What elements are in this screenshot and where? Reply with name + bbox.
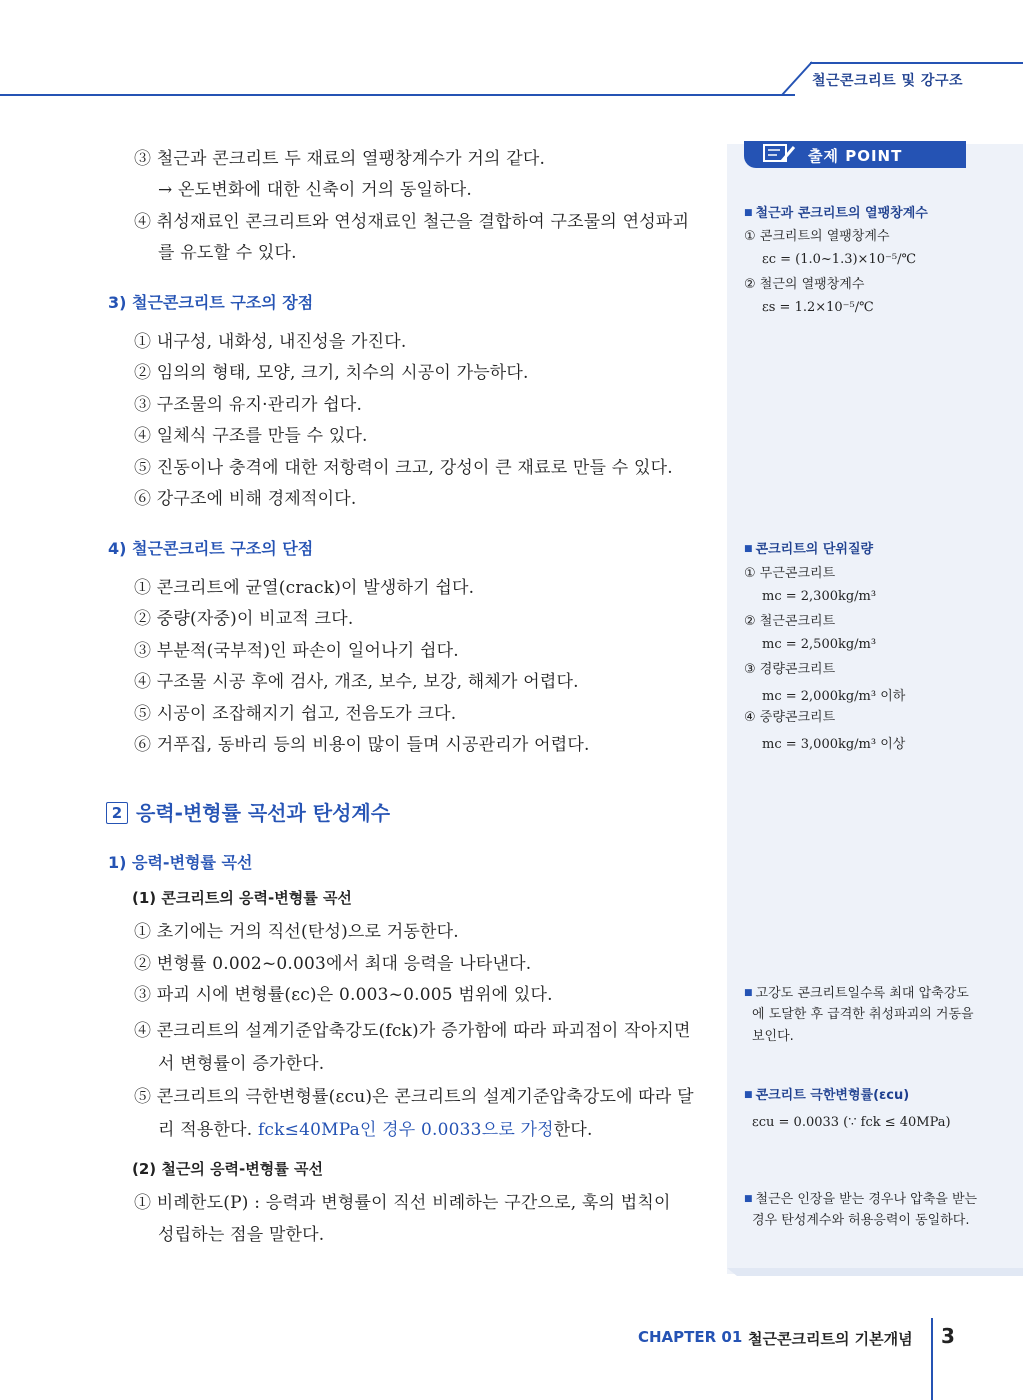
text-line: 를 유도할 수 있다. xyxy=(158,243,297,263)
section-heading-stress-strain: 1) 응력-변형률 곡선 xyxy=(108,853,253,872)
text-line: ③ 부분적(국부적)인 파손이 일어나기 쉽다. xyxy=(134,641,459,661)
side-note-text: ③ 경량콘크리트 xyxy=(744,662,836,677)
text-line: → 온도변화에 대한 신축이 거의 동일하다. xyxy=(158,180,473,200)
text-line: ② 중량(자중)이 비교적 크다. xyxy=(134,609,354,629)
text-line: 서 변형률이 증가한다. xyxy=(158,1054,325,1074)
sidebar-fold xyxy=(727,1268,1023,1276)
side-note-text: 경우 탄성계수와 허용응력이 동일하다. xyxy=(752,1213,970,1228)
footer-chapter-title: 철근콘크리트의 기본개념 xyxy=(748,1330,913,1348)
text-line: ② 임의의 형태, 모양, 크기, 치수의 시공이 가능하다. xyxy=(134,363,529,383)
side-note-text: ① 무근콘크리트 xyxy=(744,566,836,581)
side-formula: mc = 2,500kg/m³ xyxy=(762,637,877,652)
text-line: ③ 파괴 시에 변형률(εc)은 0.003~0.005 범위에 있다. xyxy=(134,985,553,1005)
side-formula: εc = (1.0~1.3)×10⁻⁵/℃ xyxy=(762,252,916,267)
text-line: ⑤ 시공이 조잡해지기 쉽고, 전음도가 크다. xyxy=(134,704,457,724)
side-formula: mc = 3,000kg/m³ 이상 xyxy=(762,737,906,752)
section-number-box: 2 xyxy=(106,802,128,824)
side-note-high-strength: ■ 고강도 콘크리트일수록 최대 압축강도 xyxy=(744,986,969,1001)
side-note-text: 에 도달한 후 급격한 취성파괴의 거동을 xyxy=(752,1007,974,1022)
side-note-text: 보인다. xyxy=(752,1029,794,1044)
section-heading-advantages: 3) 철근콘크리트 구조의 장점 xyxy=(108,293,314,312)
side-note-unit-mass-title: ■ 콘크리트의 단위질량 xyxy=(744,542,874,557)
text-line: ④ 일체식 구조를 만들 수 있다. xyxy=(134,426,368,446)
text-line: ② 변형률 0.002~0.003에서 최대 응력을 나타낸다. xyxy=(134,954,532,974)
side-note-ultimate-strain-title: ■ 콘크리트 극한변형률(εcu) xyxy=(744,1088,910,1103)
text-line: ⑥ 강구조에 비해 경제적이다. xyxy=(134,489,357,509)
exam-point-label: 출제 POINT xyxy=(808,147,903,165)
text-line: ④ 구조물 시공 후에 검사, 개조, 보수, 보강, 해체가 어렵다. xyxy=(134,672,579,692)
chapter-section-title: 2 응력-변형률 곡선과 탄성계수 xyxy=(106,797,390,826)
header-tab-rule xyxy=(810,62,1023,64)
text-line: 리 적용한다. fck≤40MPa인 경우 0.0033으로 가정한다. xyxy=(158,1120,593,1140)
text-line: ① 비례한도(P) : 응력과 변형률이 직선 비례하는 구간으로, 훅의 법칙이 xyxy=(134,1193,671,1213)
memo-pencil-icon xyxy=(762,141,802,167)
side-formula: mc = 2,300kg/m³ xyxy=(762,589,877,604)
subheading-concrete-curve: (1) 콘크리트의 응력-변형률 곡선 xyxy=(132,889,352,907)
side-note-text: ④ 중량콘크리트 xyxy=(744,710,836,725)
footer-chapter: CHAPTER 01 xyxy=(638,1328,743,1346)
text-line: ⑤ 진동이나 충격에 대한 저항력이 크고, 강성이 큰 재료로 만들 수 있다. xyxy=(134,458,673,478)
text-line: ③ 구조물의 유지·관리가 쉽다. xyxy=(134,395,363,415)
side-note-text: ② 철근콘크리트 xyxy=(744,614,836,629)
side-note-text: ① 콘크리트의 열팽창계수 xyxy=(744,229,890,244)
text-line: 성립하는 점을 말한다. xyxy=(158,1225,325,1245)
text-line: ⑤ 콘크리트의 극한변형률(εcu)은 콘크리트의 설계기준압축강도에 따라 달 xyxy=(134,1087,694,1107)
text-line: ④ 콘크리트의 설계기준압축강도(fck)가 증가함에 따라 파괴점이 작아지면 xyxy=(134,1021,691,1041)
page-number: 3 xyxy=(941,1324,955,1348)
text-line: ① 초기에는 거의 직선(탄성)으로 거동한다. xyxy=(134,922,459,942)
text-line: ③ 철근과 콘크리트 두 재료의 열팽창계수가 거의 같다. xyxy=(134,149,546,169)
side-note-text: ② 철근의 열팽창계수 xyxy=(744,277,865,292)
side-note-thermal-title: ■ 철근과 콘크리트의 열팽창계수 xyxy=(744,206,928,221)
side-formula: εs = 1.2×10⁻⁵/℃ xyxy=(762,300,874,315)
header-title: 철근콘크리트 및 강구조 xyxy=(812,73,963,89)
side-formula: εcu = 0.0033 (∵ fck ≤ 40MPa) xyxy=(752,1115,951,1130)
footer-divider xyxy=(931,1318,933,1400)
text-line: ⑥ 거푸집, 동바리 등의 비용이 많이 들며 시공관리가 어렵다. xyxy=(134,735,590,755)
section-heading-disadvantages: 4) 철근콘크리트 구조의 단점 xyxy=(108,539,314,558)
side-note-steel: ■ 철근은 인장을 받는 경우나 압축을 받는 xyxy=(744,1192,978,1207)
header-rule xyxy=(0,94,795,96)
subheading-steel-curve: (2) 철근의 응력-변형률 곡선 xyxy=(132,1160,323,1178)
text-line: ④ 취성재료인 콘크리트와 연성재료인 철근을 결합하여 구조물의 연성파괴 xyxy=(134,212,690,232)
highlight-text: fck≤40MPa인 경우 0.0033으로 가정 xyxy=(257,1120,554,1140)
side-formula: mc = 2,000kg/m³ 이하 xyxy=(762,689,906,704)
text-line: ① 내구성, 내화성, 내진성을 가진다. xyxy=(134,332,407,352)
text-line: ① 콘크리트에 균열(crack)이 발생하기 쉽다. xyxy=(134,578,475,598)
